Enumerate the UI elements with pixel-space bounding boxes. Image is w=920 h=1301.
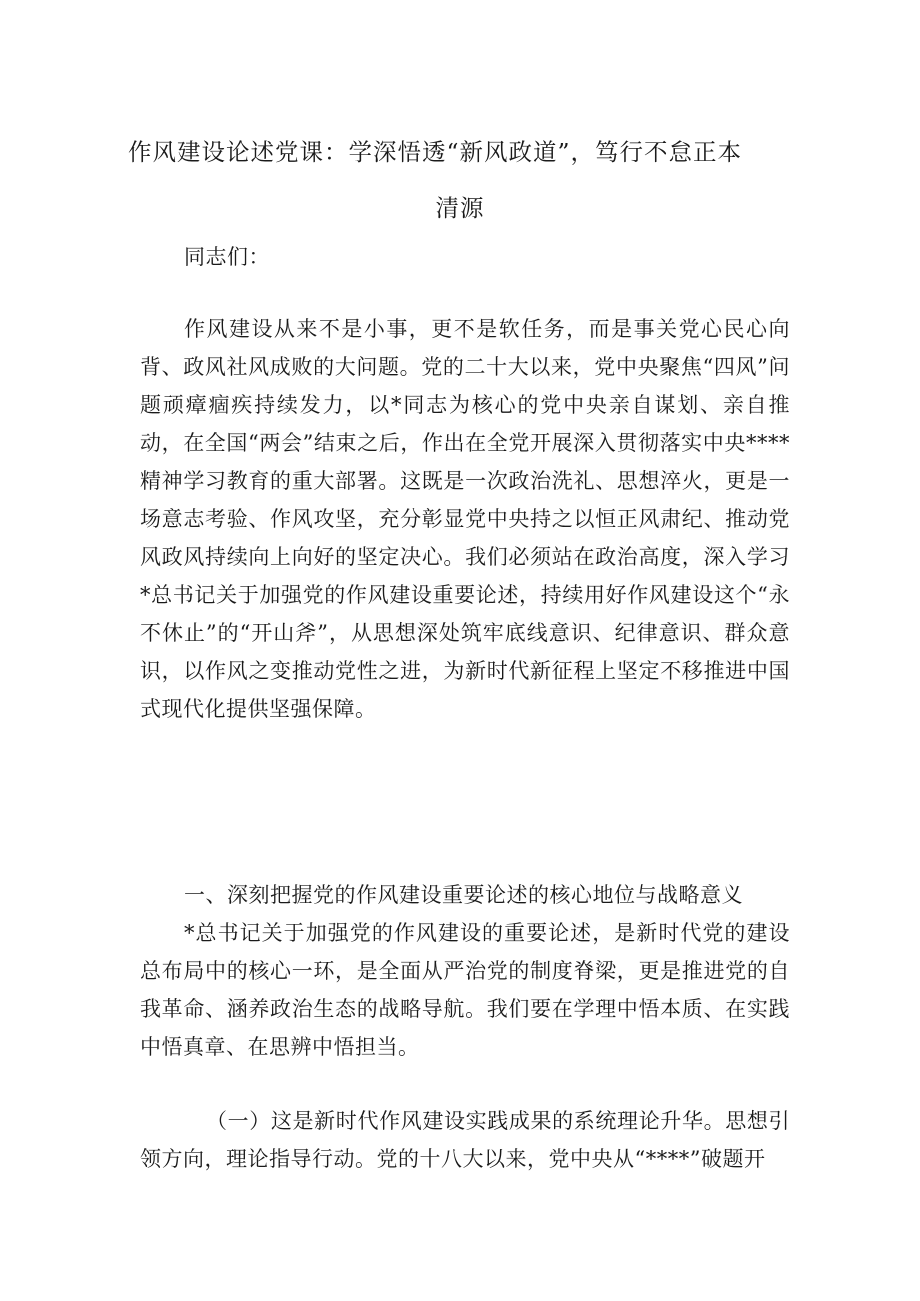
paragraph-subsection-1: （一）这是新时代作风建设实践成果的系统理论升华。思想引领方向，理论指导行动。党的十八大以来，党中央从“****”破题开 [140, 1109, 790, 1171]
salutation: 同志们： [184, 245, 270, 269]
document-title [128, 124, 792, 236]
title-line-1: 作风建设论述党课：学深悟透“新风政道”，笃行不怠正本 [128, 138, 743, 166]
section-heading-1: 一、深刻把握党的作风建设重要论述的核心地位与战略意义 [184, 883, 743, 907]
paragraph-intro: 作风建设从来不是小事，更不是软任务，而是事关党心民心向背、政风社风成败的大问题。党的二十大以来，党中央聚焦“四风”问题顽瘴痼疾持续发力，以*同志为核心的党中央亲自谋划、亲自推动，在全国“两会”结束之后，作出在全党开展深入贯彻落实中央****精神学习教育的重大部署。这既是一次政治洗礼、思想淬火，更是一场意志考验、作风攻坚，充分彰显党中央持之以恒正风肃纪、推动党风政风持续向上向好的坚定决心。我们必须站在政治高度，深入学习*总书记关于加强党的作风建设重要论述，持续用好作风建设这个“永不休止”的“开山斧”，从思想深处筑牢底线意识、纪律意识、群众意识，以作风之变推动党性之进，为新时代新征程上坚定不移推进中国式现代化提供坚强保障。 [140, 317, 790, 721]
paragraph-section-1: *总书记关于加强党的作风建设的重要论述，是新时代党的建设总布局中的核心一环，是全面从严治党的制度脊梁，更是推进党的自我革命、涵养政治生态的战略导航。我们要在学理中悟本质、在实践中悟真章、在思辨中悟担当。 [140, 921, 790, 1059]
title-line-2: 清源 [435, 194, 485, 222]
